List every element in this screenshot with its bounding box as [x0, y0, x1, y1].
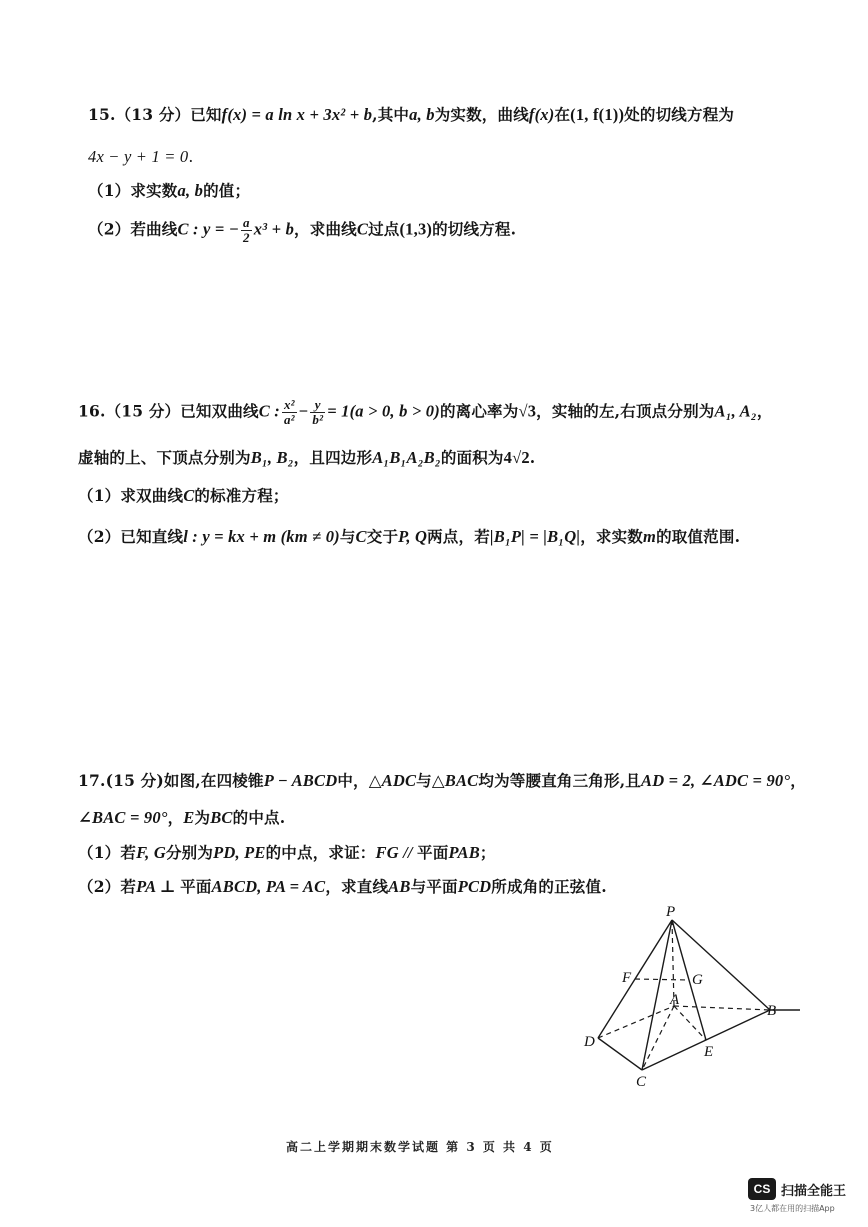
q17-p2ab: AB: [388, 877, 411, 896]
q16-line1: [78, 398, 773, 427]
label-p: P: [666, 904, 676, 920]
pyramid-figure: [570, 900, 810, 1090]
q16-l2a: 虚轴的上、下顶点分别为: [78, 448, 251, 467]
q16-minus: −: [298, 401, 309, 421]
q16-head: 16.（15 分）已知双曲线: [78, 401, 259, 421]
edge-pb: [672, 920, 770, 1010]
q17-e: E: [183, 808, 195, 827]
label-f: F: [622, 970, 632, 986]
q17-part1: [78, 842, 496, 864]
q15-fx: f(x) = a ln x + 3x² + b: [221, 105, 373, 124]
scanner-name: 扫描全能王: [781, 1183, 847, 1199]
label-c: C: [636, 1074, 647, 1090]
q15-p1-tail: 的值；: [203, 181, 251, 200]
q15-frac-num: a: [243, 215, 250, 230]
q16-p2m: m: [643, 527, 657, 546]
q15-line2: 4x − y + 1 = 0.: [88, 147, 194, 166]
q16-dot: .: [529, 448, 536, 467]
edge-da: [598, 1006, 674, 1038]
q16-l2b: ，且四边形: [293, 448, 373, 467]
q15-part2: [88, 216, 516, 245]
q15-p1-vars: a, b: [177, 181, 204, 200]
q17-p2pcd: PCD: [457, 877, 492, 896]
q17-p1a: （1）若: [78, 843, 137, 862]
q15-ab: a, b: [409, 105, 435, 124]
q17-mid1: 中，: [337, 771, 369, 790]
q15-mid3: 在: [554, 105, 571, 124]
q15-p2-mid2: 过点: [368, 219, 400, 239]
q16-line2: [78, 447, 535, 469]
q16-p2e: 两点，若: [427, 527, 490, 546]
scanner-logo-icon: CS: [748, 1178, 776, 1200]
q17-bc: BC: [210, 808, 233, 827]
q15-head: 15.（13 分）已知: [88, 105, 222, 124]
q17-part2: [78, 876, 607, 898]
q17-t1: △ADC: [368, 771, 417, 790]
label-b: B: [767, 1003, 777, 1019]
q17-p2abcd: ABCD, PA = AC: [211, 877, 326, 896]
q16-frac2: [310, 398, 325, 427]
q16-p2f: ，求实数: [580, 527, 644, 546]
q16-mid: 的离心率为: [439, 401, 519, 421]
q17-p1e: ；: [479, 843, 496, 862]
q15-p2-tail: 的切线方程.: [432, 219, 517, 239]
q17-p2e: 所成角的正弦值.: [491, 877, 607, 896]
q17-p1d: 平面: [417, 843, 449, 862]
q16-a12: A₁, A₂: [714, 401, 757, 421]
q15-p2-c: C: [356, 219, 369, 239]
edge-ac: [642, 1006, 674, 1070]
q16-p2b: 与: [339, 527, 356, 546]
edge-fg: [635, 979, 689, 980]
q16-frac1: [282, 398, 297, 427]
label-g: G: [692, 972, 703, 988]
q17-t2: △BAC: [431, 771, 479, 790]
scanner-tagline: 3亿人都在用的扫描App: [750, 1204, 835, 1213]
q16-p2l: l : y = kx + m (km ≠ 0): [183, 527, 340, 546]
q15-tail: 处的切线方程为: [624, 105, 735, 124]
q17-p1c: 的中点，求证：: [265, 843, 376, 862]
q16-f1-den: a²: [283, 412, 295, 427]
q16-f2-num: y: [310, 398, 325, 413]
q16-p2a: （2）已知直线: [78, 527, 184, 546]
q16-comma: ，: [756, 401, 773, 421]
q17-cond: AD = 2, ∠ADC = 90°: [641, 771, 791, 790]
q15-p2-curve: C : y = −: [177, 219, 240, 239]
q17-line2: [78, 807, 285, 829]
q16-p2d: 交于: [366, 527, 399, 546]
q17-comma: ，: [790, 771, 806, 790]
q17-head: 17.(15 分)如图,在四棱锥: [78, 771, 264, 790]
q16-tail: ，实轴的左,右顶点分别为: [536, 401, 715, 421]
q15-p2-mid: ，求曲线: [294, 219, 357, 239]
q17-l2d: 的中点.: [232, 808, 286, 827]
q17-p2a: （2）若: [78, 877, 137, 896]
q16-f2-den: b²: [312, 412, 324, 427]
q16-p1b: 的标准方程；: [194, 486, 289, 505]
q16-p1a: （1）求双曲线: [78, 486, 184, 505]
q17-p1b: 分别为: [165, 843, 214, 862]
q15-p2-label: （2）若曲线: [88, 219, 178, 239]
q16-part2: [78, 526, 740, 548]
q15-frac-den: 2: [243, 230, 250, 245]
q15-p1-label: （1）求实数: [88, 181, 178, 200]
q17-l2c: 为: [194, 808, 211, 827]
q17-p1pab: PAB: [448, 843, 480, 862]
label-a: A: [670, 992, 680, 1008]
q15-mid2: 为实数，曲线: [434, 105, 529, 124]
q15-p2-point: (1,3): [399, 219, 433, 239]
q16-eq: = 1(a > 0, b > 0): [327, 401, 440, 421]
scanner-badge: [748, 1178, 846, 1200]
q17-pyramid: P − ABCD: [263, 771, 338, 790]
q16-quad: A₁B₁A₂B₂: [372, 448, 441, 467]
edge-pc: [642, 920, 672, 1070]
q15-p2-rest: x³ + b: [253, 219, 295, 239]
q17-p1fgp: FG //: [375, 843, 418, 862]
edge-ab: [674, 1006, 770, 1010]
q15-p2-frac: [241, 216, 252, 245]
q15-mid: ,其中: [372, 105, 410, 124]
q16-f1-num: x²: [283, 397, 295, 412]
q17-bac: ∠BAC = 90°: [78, 808, 168, 827]
page-footer: 高二上学期期末数学试题 第 3 页 共 4 页: [286, 1140, 554, 1154]
q17-p1fg: F, G: [136, 843, 166, 862]
q17-p2b: 平面: [180, 877, 212, 896]
q16-p2g: 的取值范围.: [656, 527, 741, 546]
label-d: D: [584, 1034, 595, 1050]
q15-part1: [88, 180, 250, 202]
q16-p1c: C: [183, 486, 195, 505]
q15-line1: [88, 104, 734, 126]
q16-area: 4√2: [503, 448, 530, 467]
q17-l2b: ，: [167, 808, 184, 827]
q15-fx2: f(x): [528, 105, 555, 124]
q16-part1: [78, 485, 289, 507]
q16-l2c: 的面积为: [440, 448, 504, 467]
q15-tangent-eq: 4x − y + 1 = 0: [88, 147, 189, 166]
q16-p2abs: |B₁P| = |B₁Q|: [489, 527, 581, 546]
q17-line1: [78, 770, 806, 792]
q15-point: (1, f(1)): [570, 105, 625, 124]
q16-p2pq: P, Q: [398, 527, 428, 546]
edge-dc: [598, 1038, 642, 1070]
q17-mid2: 与: [416, 771, 432, 790]
label-e: E: [704, 1044, 714, 1060]
q16-b12: B₁, B₂: [250, 448, 294, 467]
q16-ecc: √3: [518, 401, 537, 421]
q17-p2perp: PA ⊥: [136, 877, 181, 896]
q17-p2d: 与平面: [410, 877, 458, 896]
q16-c: C :: [258, 401, 280, 421]
q17-p2c: ，求直线: [325, 877, 389, 896]
q16-p2c: C: [355, 527, 367, 546]
q17-mid3: 均为等腰直角三角形,且: [478, 771, 641, 790]
q17-p1pd: PD, PE: [213, 843, 266, 862]
